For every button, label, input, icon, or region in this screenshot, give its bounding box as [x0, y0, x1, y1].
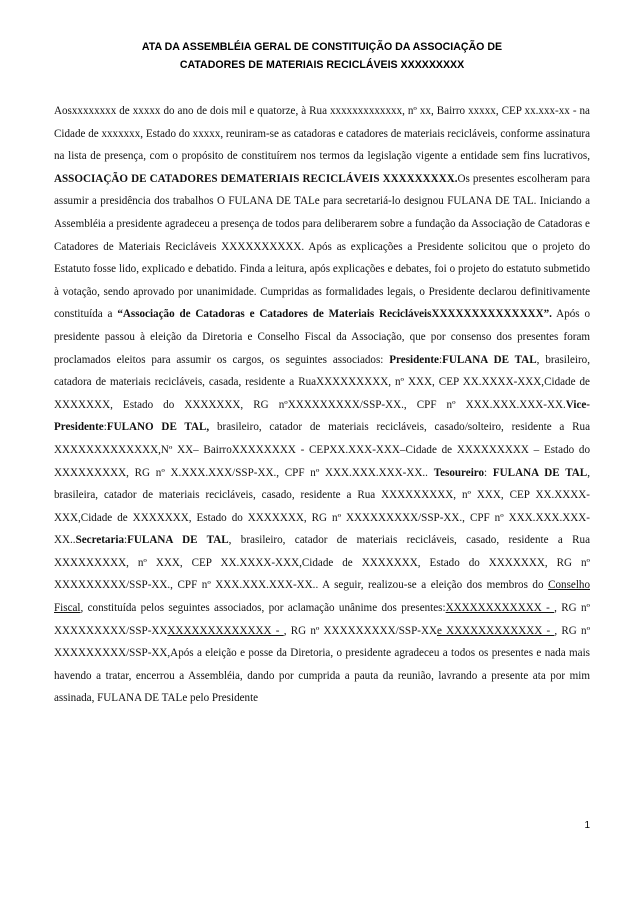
text-run: , brasileira, catador de materiais recicláveis, casado, residente a Rua XXXXXXXXX, nº XXX, CEP XX.XXXX-XXX,Cidade de XXXXXXX, Estado do XXXXXXX, RG nº XXXXXXXXX/SSP-XX., CPF nº XXX.XXX.XXX-XX.. [54, 466, 590, 547]
underlined-text-run: e XXXXXXXXXXXX - [436, 624, 555, 637]
bold-text-run: FULANA DE TAL [492, 466, 588, 479]
text-run: Após o presidente passou à eleição da Diretoria e Conselho Fiscal da Associação, que por consenso dos presentes foram proclamados eleitos para assumir os cargos, os seguintes associados: [54, 308, 591, 366]
title-line-2: CATADORES DE MATERIAIS RECICLÁVEIS XXXXXXXXX [179, 59, 465, 71]
bold-text-run: Secretaria [75, 534, 125, 547]
underlined-text-run: XXXXXXXXXXXXX - [167, 624, 284, 637]
document-body [54, 100, 590, 710]
text-run: : [439, 353, 443, 366]
text-run: , RG nº XXXXXXXXX/SSP-XX,Após a eleição e posse da Diretoria, o presidente agradeceu a todos os presentes e nada mais havendo a tratar, encerrou a Assembléia, dando por cumprida a pauta da reunião, lavrando a presente ata por mim assinada, FULANA DE TALe pelo Presidente [54, 624, 591, 705]
text-run: Aosxxxxxxxx de xxxxx do ano de dois mil e quatorze, à Rua xxxxxxxxxxxxx, nº xx, Bairro xxxxx, CEP xx.xxx-xx - na Cidade de xxxxxxx, Estado do xxxxx, reuniram-se as catadoras e catadores de materiais recicláveis, conforme assinatura na lista de presença, com o propósito de constituírem nos termos da legislação vigente a entidade sem fins lucrativos, [54, 105, 590, 163]
page-number: 1 [584, 820, 590, 831]
bold-text-run: “Associação de Catadoras e Catadores de Materiais RecicláveisXXXXXXXXXXXXXX”. [117, 308, 552, 321]
underlined-text-run: XXXXXXXXXXXX - [445, 602, 555, 615]
bold-text-run: FULANA DE TAL [442, 353, 537, 366]
document-title [54, 38, 590, 74]
text-run: , constituída pelos seguintes associados, por aclamação unânime dos presentes: [80, 602, 446, 615]
text-run: brasileiro, catador de materiais recicláveis, casado/solteiro, residente a Rua XXXXXXXXXXXXX,Nº XX– BairroXXXXXXXX - CEPXX.XXX-XXX–Cidade de XXXXXXXXX – Estado do XXXXXXXXX, RG nº X.XXX.XXX/SSP-XX., CPF nº XXX.XXX.XXX-XX.. [54, 421, 590, 479]
bold-text-run: Presidente [389, 353, 439, 366]
text-run: , RG nº XXXXXXXXX/SSP-XX [283, 624, 437, 637]
bold-text-run: Tesoureiro [433, 466, 485, 479]
text-run: , RG nº XXXXXXXXX/SSP-XX [54, 602, 590, 637]
bold-text-run: FULANO DE TAL, [106, 421, 210, 434]
text-run: Os presentes escolheram para assumir a presidência dos trabalhos O FULANA DE TALe para secretariá-lo designou FULANA DE TAL. Iniciando a Assembléia a presidente agradeceu a presença de todos para deliberarem sobre a fundação da Associação de Catadoras e Catadores de Materiais Recicláveis XXXXXXXXXX. Após as explicações a Presidente solicitou que o projeto do Estatuto fosse lido, explicado e debatido. Finda a leitura, após explicações e debates, foi o projeto do estatuto submetido à votação, sendo aprovado por unanimidade. Cumpridas as formalidades legais, o Presidente declarou definitivamente constituída a [54, 172, 590, 321]
text-run: : [484, 466, 493, 479]
text-run: , brasileiro, catadora de materiais recicláveis, casada, residente a RuaXXXXXXXXX, nº XXX, CEP XX.XXXX-XXX,Cidade de XXXXXXX, Estado do XXXXXXX, RG nºXXXXXXXXX/SSP-XX., CPF nº XXX.XXX.XXX-XX. [54, 353, 590, 411]
text-run: : [103, 421, 107, 434]
bold-text-run: Vice-Presidente [54, 398, 590, 434]
text-run: , brasileiro, catador de materiais recicláveis, casado, residente a Rua XXXXXXXXX, nº XXX, CEP XX.XXXX-XXX,Cidade de XXXXXXX, Estado do XXXXXXX, RG nº XXXXXXXXX/SSP-XX., CPF nº XXX.XXX.XXX-XX.. A seguir, realizou-se a eleição dos membros do [54, 534, 590, 592]
bold-text-run: ASSOCIAÇÃO DE CATADORES DEMATERIAIS RECICLÁVEIS XXXXXXXXX. [54, 172, 458, 185]
title-line-1: ATA DA ASSEMBLÉIA GERAL DE CONSTITUIÇÃO DA ASSOCIAÇÃO DE [141, 41, 503, 53]
text-run: : [124, 534, 128, 547]
bold-text-run: FULANA DE TAL [127, 534, 229, 547]
underlined-text-run: Conselho Fiscal [54, 579, 590, 615]
